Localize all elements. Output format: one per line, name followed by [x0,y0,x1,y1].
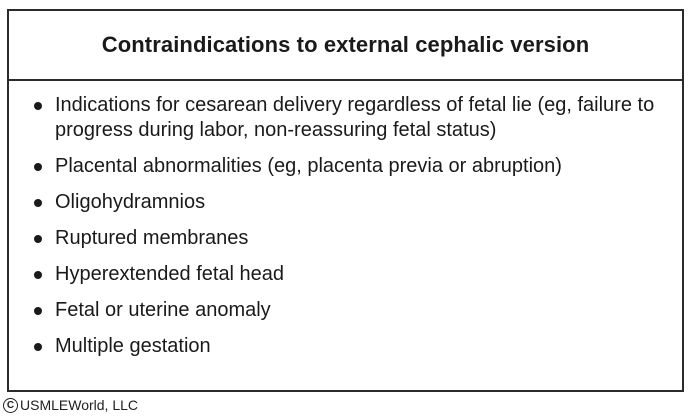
list-item-text: Multiple gestation [55,335,211,357]
bullet-icon [34,343,42,351]
copyright-icon: C [3,398,18,413]
list-item [25,93,666,143]
list-item-text: Indications for cesarean delivery regardless of fetal lie (eg, failure to progress during labor, non-reassuring fetal status) [55,94,655,141]
list-item-text: Hyperextended fetal head [55,263,285,285]
list-item-text: Placental abnormalities (eg, placenta previa or abruption) [55,155,562,177]
bullet-icon [34,102,42,110]
bullet-icon [34,307,42,315]
list-item [25,334,666,359]
list-item-text: Ruptured membranes [55,227,249,249]
list-item [25,154,666,179]
list-item [25,226,666,251]
list-item-text: Fetal or uterine anomaly [55,299,271,321]
table-title: Contraindications to external cephalic version [101,32,590,57]
table-header [9,11,682,81]
table-body [9,81,682,359]
bullet-icon [34,199,42,207]
list-item [25,262,666,287]
bullet-icon [34,235,42,243]
bullet-icon [34,163,42,171]
list-item [25,190,666,215]
bullet-icon [34,271,42,279]
list-item [25,298,666,323]
copyright-notice [3,397,138,413]
copyright-text: USMLEWorld, LLC [20,397,139,413]
contraindications-table [7,9,684,392]
list-item-text: Oligohydramnios [55,191,206,213]
